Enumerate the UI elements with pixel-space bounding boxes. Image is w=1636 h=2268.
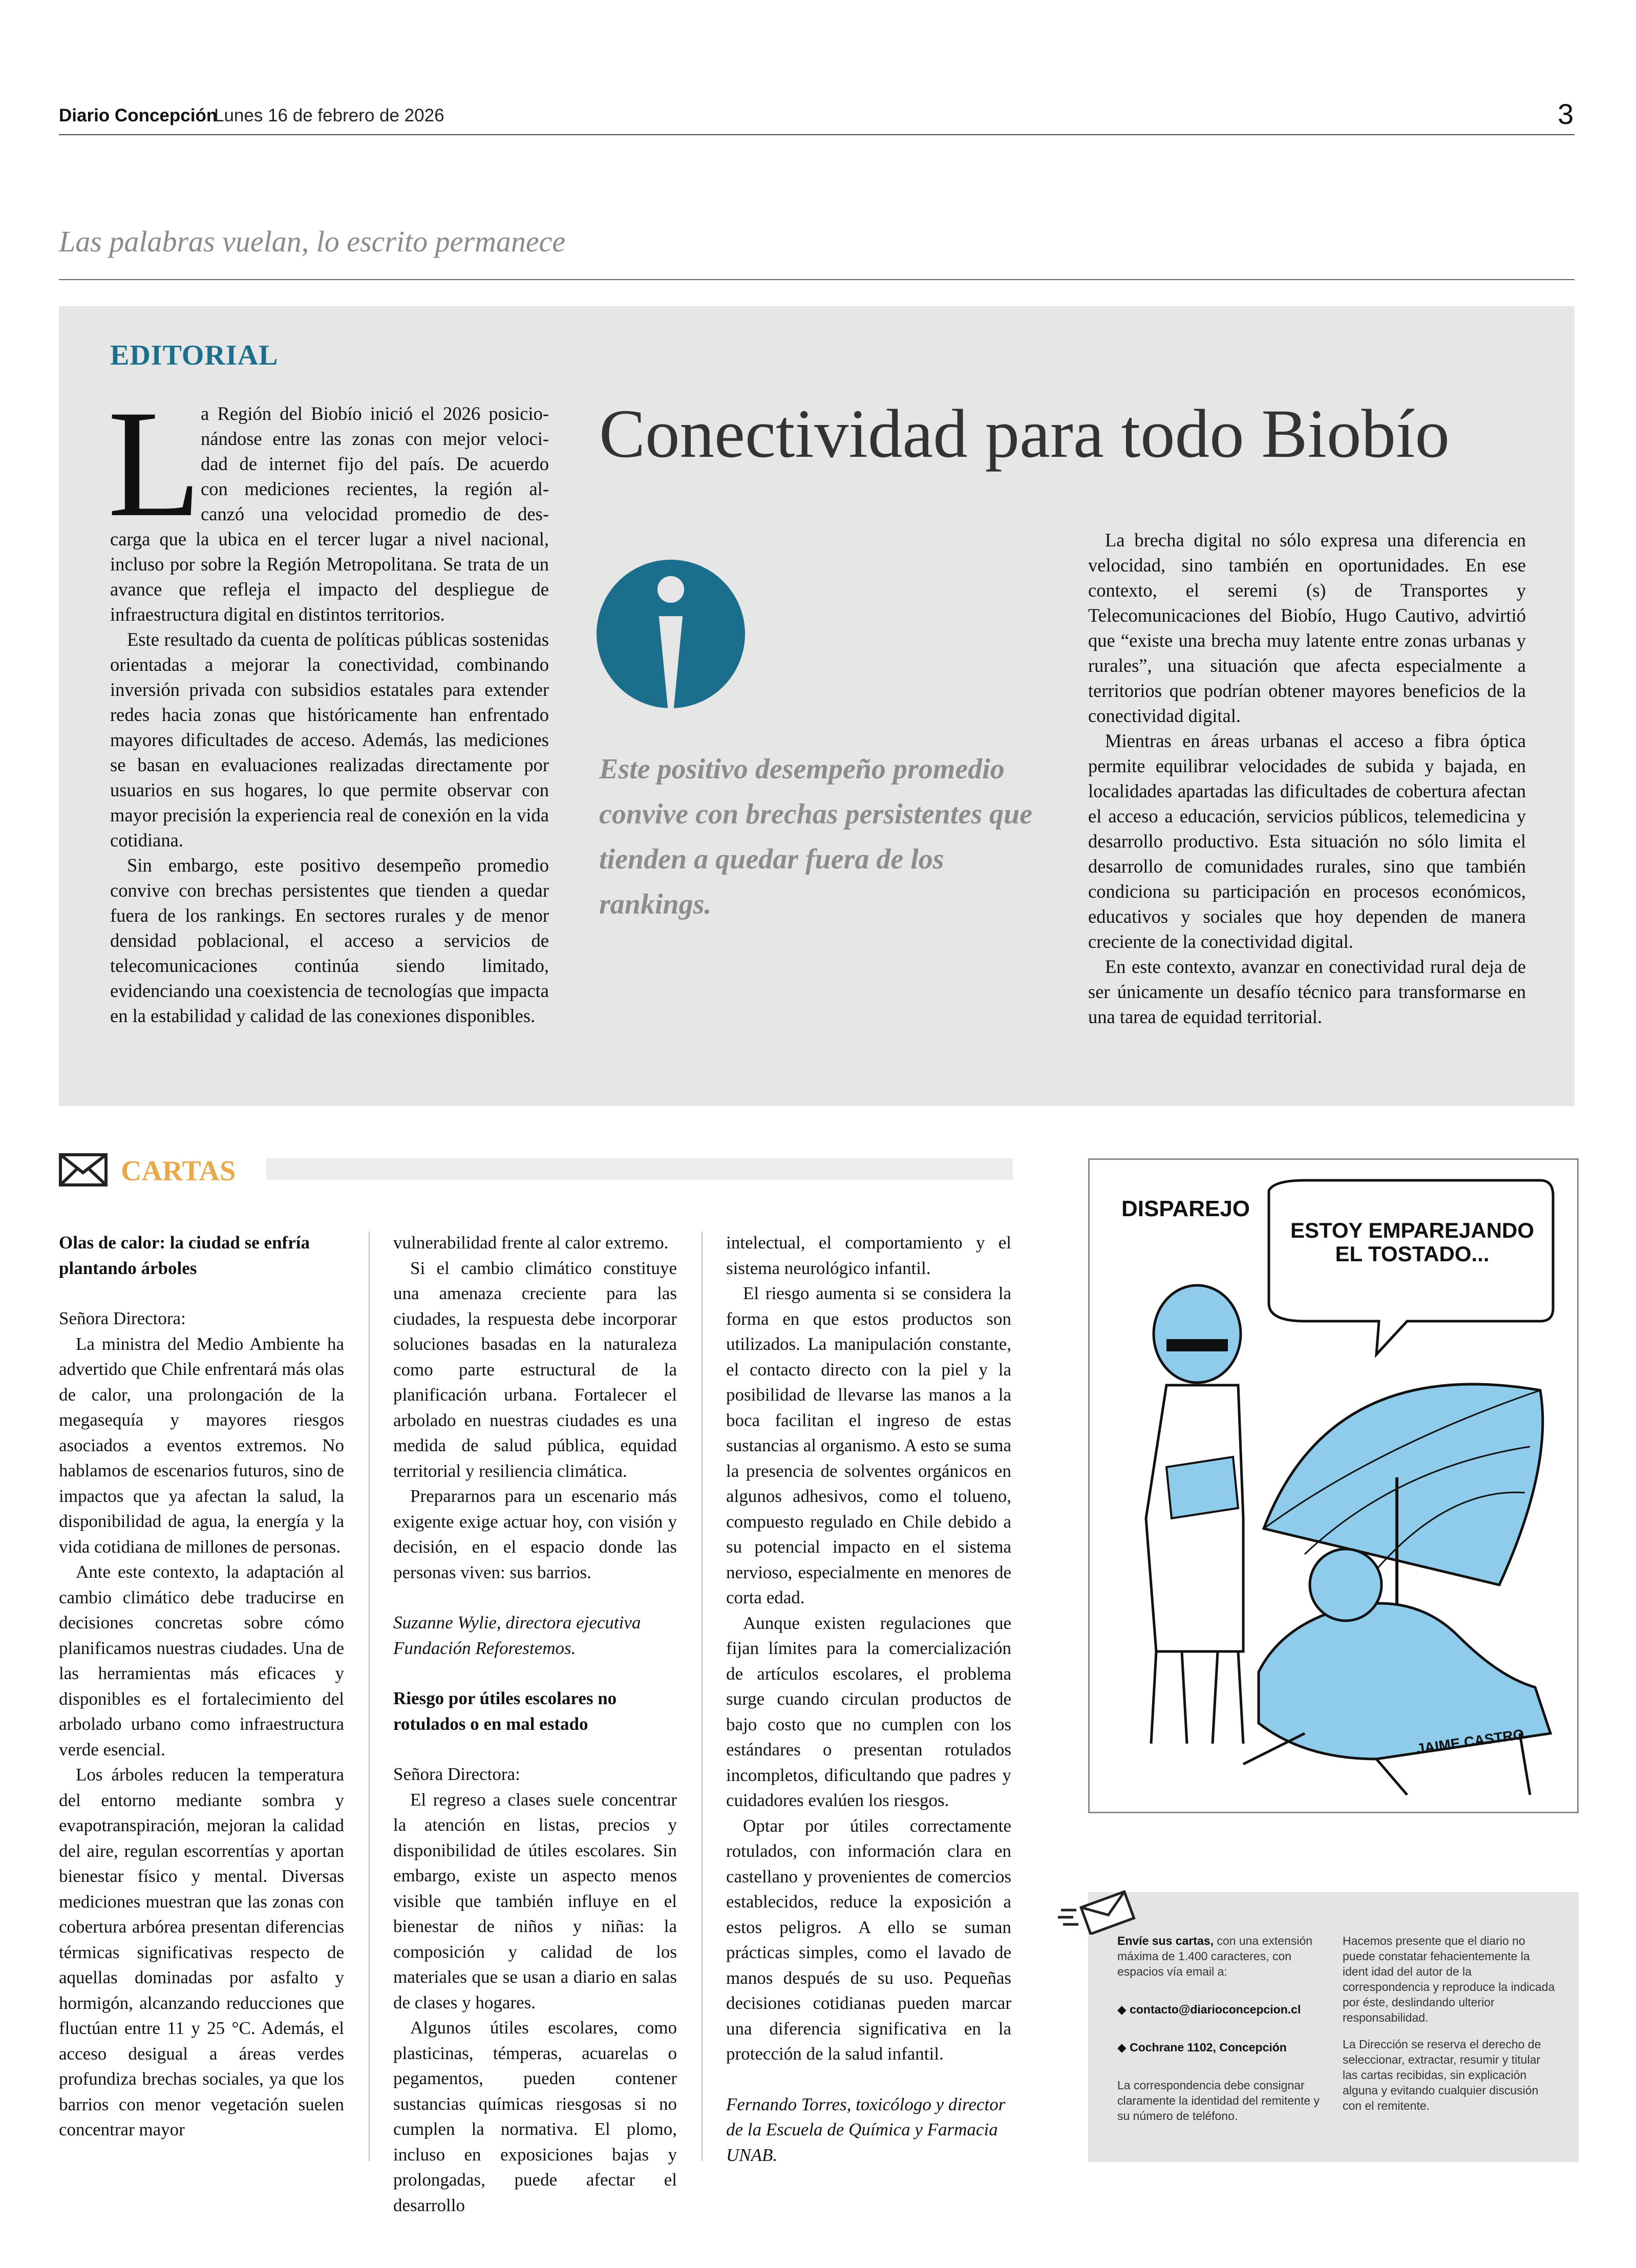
letter-paragraph: Algunos útiles escolares, como plasticinas, témperas, acuarelas o pegamentos, pueden contener sustancias químicas riesgosas si no cumplen la normativa. El plomo, incluso en exposiciones bajas y prolongadas, puede afectar el desarrollo	[393, 2018, 677, 2215]
letter-paragraph: Prepararnos para un escenario más exigente exige actuar hoy, con visión y decisión, en el espacio donde las personas viven: sus barrios.	[393, 1486, 677, 1582]
submission-disclaimer	[1343, 1933, 1558, 2113]
letters-column-2	[393, 1230, 677, 2218]
submission-lead-rest: con una extensión máxima de 1.400 caracteres, con espacios vía email a:	[1117, 1934, 1313, 1978]
envelope-icon	[59, 1153, 108, 1186]
cartoon-panel	[1088, 1158, 1579, 1813]
editorial-paragraph: carga que la ubica en el tercer lugar a nivel nacional, incluso por sobre la Región Metropolitana. Se trata de un avance que refleja el impacto del despliegue de infraestructura digital en distintos territorios.	[110, 528, 549, 625]
page-number: 3	[1558, 98, 1574, 130]
editorial-paragraph: La brecha digital no sólo expresa una diferencia en velocidad, sino también en oportunidades. En ese contexto, el seremi (s) de Transportes y Telecomunicaciones del Biobío, Hugo Cautivo, advirtió que “existe una brecha muy latente entre zonas urbanas y rurales”, una situación que afecta especialmente a territorios que podrían obtener mayores beneficios de la conectividad digital.	[1088, 529, 1526, 726]
letter-paragraph: Si el cambio climático constituye una amenaza creciente para las ciudades, la respuesta debe incorporar soluciones basadas en la naturaleza como parte estructural de la planificación urbana. Fortalecer el arbolado en nuestras ciudades es una medida de salud pública, equidad territorial y resiliencia climática.	[393, 1258, 677, 1481]
editorial-paragraph: Sin embargo, este positivo desempeño promedio convive con brechas persistentes que tienden a quedar fuera de los rankings. En sectores rurales y de menor densidad poblacional, el acceso a servicios de telecomunicaciones continúa siendo limitado, evidenciando una coexistencia de tecnologías que impacta en la estabilidad y calidad de las conexiones disponibles.	[110, 855, 549, 1026]
info-icon	[597, 560, 745, 708]
editorial-col1	[110, 526, 549, 1028]
editorial-line: con mediciones recientes, la región al-	[201, 478, 549, 499]
editorial-pull-quote: Este positivo desempeño promedio convive con brechas persistentes que tienden a quedar fuera de los rankings.	[599, 753, 1033, 920]
drop-cap: L	[108, 378, 202, 548]
editorial-col1-top	[201, 401, 549, 526]
letter-paragraph: vulnerabilidad frente al calor extremo.	[393, 1233, 669, 1253]
slogan-rule	[59, 279, 1575, 280]
header-rule	[59, 134, 1575, 135]
cartas-label: CARTAS	[121, 1155, 236, 1187]
letter-paragraph: Ante este contexto, la adaptación al cambio climático debe traducirse en decisiones concretas sobre cómo planificamos nuestras ciudades. Una de las herramientas más eficaces y disponibles es el fortalecimiento del arbolado urbano como infraestructura verde esencial.	[59, 1562, 344, 1760]
editorial-paragraph: Este resultado da cuenta de políticas públicas sostenidas orientadas a mejorar la conectividad, combinando inversión privada con subsidios estatales para extender redes hacia zonas que históricamente han enfrentado mayores dificultades de acceso. Además, las mediciones se basan en evaluaciones realizadas directamente por usuarios en sus hogares, lo que permite observar con mayor precisión la experiencia real de conexión en la vida cotidiana.	[110, 629, 549, 851]
editorial-line: canzó una velocidad promedio de des-	[201, 503, 549, 524]
letter-paragraph: Los árboles reducen la temperatura del entorno mediante sombra y evapotranspiración, mejoran la calidad del aire, regulan escorrentías y aportan bienestar físico y mental. Diversas mediciones muestran que las zonas con cobertura arbórea presentan diferencias térmicas significativas respecto de aquellas dominadas por asfalto y hormigón, alcanzando reducciones que fluctúan entre 11 y 25 °C. Además, el acceso desigual a áreas verdes profundiza brechas sociales, ya que los barrios con menor vegetación suelen concentrar mayor	[59, 1765, 344, 2139]
letter-salutation: Señora Directora:	[393, 1764, 520, 1784]
editorial-line: nándose entre las zonas con mejor veloci-	[201, 428, 549, 449]
publication-date: Lunes 16 de febrero de 2026	[214, 105, 444, 125]
man-head	[1154, 1285, 1241, 1383]
disclaimer-2: La Dirección se reserva el derecho de seleccionar, extractar, resumir y titular las cartas recibidas, sin explicación alguna y evitando cualquier discusión con el remitente.	[1343, 2038, 1541, 2112]
newspaper-name: Diario Concepción	[59, 105, 218, 125]
letter-title: Olas de calor: la ciudad se enfría plantando árboles	[59, 1233, 310, 1278]
cartoon-illustration	[1090, 1160, 1577, 1812]
cartoon-title: DISPAREJO	[1121, 1196, 1250, 1221]
man-body	[1146, 1385, 1243, 1651]
letter-salutation: Señora Directora:	[59, 1308, 186, 1328]
editorial-line: a Región del Biobío inició el 2026 posicio-	[201, 403, 549, 424]
letter-signature: Fernando Torres, toxicólogo y director de la Escuela de Química y Farmacia UNAB.	[726, 2094, 1006, 2165]
column-divider	[702, 1232, 703, 2161]
letter-title: Riesgo por útiles escolares no rotulados o en mal estado	[393, 1688, 617, 1734]
editorial-paragraph: En este contexto, avanzar en conectividad rural deja de ser únicamente un desafío técnico para transformarse en una tarea de equidad territorial.	[1088, 956, 1526, 1027]
send-mail-icon	[1056, 1889, 1138, 1935]
cartoon-signature: JAIME CASTRO	[1415, 1726, 1525, 1757]
submission-email[interactable]: contacto@diarioconcepcion.cl	[1130, 2003, 1301, 2016]
cartas-bar	[266, 1158, 1013, 1180]
letter-signature: Suzanne Wylie, directora ejecutiva Fundación Reforestemos.	[393, 1613, 641, 1658]
editorial-line: dad de internet fijo del país. De acuerdo	[201, 453, 549, 474]
submission-address: Cochrane 1102, Concepción	[1130, 2041, 1287, 2054]
editorial-headline: Conectividad para todo Biobío	[599, 396, 1450, 472]
section-slogan: Las palabras vuelan, lo escrito permanece	[59, 225, 566, 258]
submission-note: La correspondencia debe consignar claramente la identidad del remitente y su número de teléfono.	[1117, 2079, 1320, 2123]
cartoon-speech: ESTOY EMPAREJANDO EL TOSTADO...	[1290, 1219, 1535, 1266]
letters-column-1	[59, 1230, 344, 2143]
sunglasses	[1166, 1339, 1228, 1351]
letter-paragraph: El regreso a clases suele concentrar la atención en listas, precios y disponibilidad de útiles escolares. Sin embargo, existe un aspecto menos visible que también influye en el bienestar de niños y niñas: la composición y calidad de los materiales que se usan a diario en salas de clases y hogares.	[393, 1789, 677, 2012]
submission-instructions: Envíe sus cartas, con una extensión máxima de 1.400 caracteres, con espacios vía email a: ◆ contacto@diarioconcepcion.cl ◆ Cochrane 1102, Concepción La correspondencia debe consignar claramente la identidad del remitente y su número de teléfono.	[1117, 1933, 1332, 2124]
umbrella	[1264, 1384, 1543, 1585]
disclaimer-1: Hacemos presente que el diario no puede constatar fehacientemente la ident idad del autor de la correspondencia y reproduce la indicada por éste, deslindando ulterior responsabilidad.	[1343, 1934, 1555, 2024]
letters-column-3	[726, 1230, 1011, 2168]
letter-paragraph: Aunque existen regulaciones que fijan límites para la comercialización de artículos escolares, el problema surge cuando circulan productos de bajo costo que no cumplen con los estándares o presentan rotulados incompletos, dificultando que padres y cuidadores evalúen los riesgos.	[726, 1613, 1011, 1810]
editorial-col3	[1088, 527, 1526, 1029]
submission-lead: Envíe sus cartas,	[1117, 1934, 1214, 1947]
letter-paragraph: Optar por útiles correctamente rotulados, con información clara en castellano y provenientes de comercios establecidos, reduce la exposición a estos peligros. A ello se suman prácticas simples, como el lavado de manos después de su uso. Pequeñas decisiones cotidianas pueden marcar una diferencia significativa en la protección de la salud infantil.	[726, 1815, 1011, 2064]
letter-paragraph: La ministra del Medio Ambiente ha advertido que Chile enfrentará más olas de calor, una prolongación de la megasequía y mayores riesgos asociados a eventos extremos. No hablamos de escenarios futuros, sino de impactos que ya afectan la salud, la disponibilidad de agua, la energía y la vida cotidiana de millones de personas.	[59, 1333, 344, 1557]
letter-paragraph: intelectual, el comportamiento y el sistema neurológico infantil.	[726, 1233, 1011, 1278]
editorial-paragraph: Mientras en áreas urbanas el acceso a fibra óptica permite equilibrar velocidades de subida y bajada, en localidades apartadas las dificultades de cobertura afectan el acceso a educación, servicios públicos, telemedicina y desarrollo productivo. Esta situación no sólo limita el desarrollo de comunidades rurales, sino que también condiciona su participación en procesos económicos, educativos y sociales que hoy dependen de manera creciente de la conectividad digital.	[1088, 730, 1526, 952]
letter-paragraph: El riesgo aumenta si se considera la forma en que estos productos son utilizados. La manipulación constante, el contacto directo con la piel y la posibilidad de llevarse las manos a la boca facilitan el ingreso de estas sustancias al organismo. A esto se suma la presencia de solventes orgánicos en algunos adhesivos, como el tolueno, compuesto regulado en Chile debido a su potencial impacto en el sistema nervioso, especialmente en menores de corta edad.	[726, 1283, 1011, 1607]
editorial-label: EDITORIAL	[110, 340, 279, 371]
column-divider	[369, 1232, 370, 2161]
